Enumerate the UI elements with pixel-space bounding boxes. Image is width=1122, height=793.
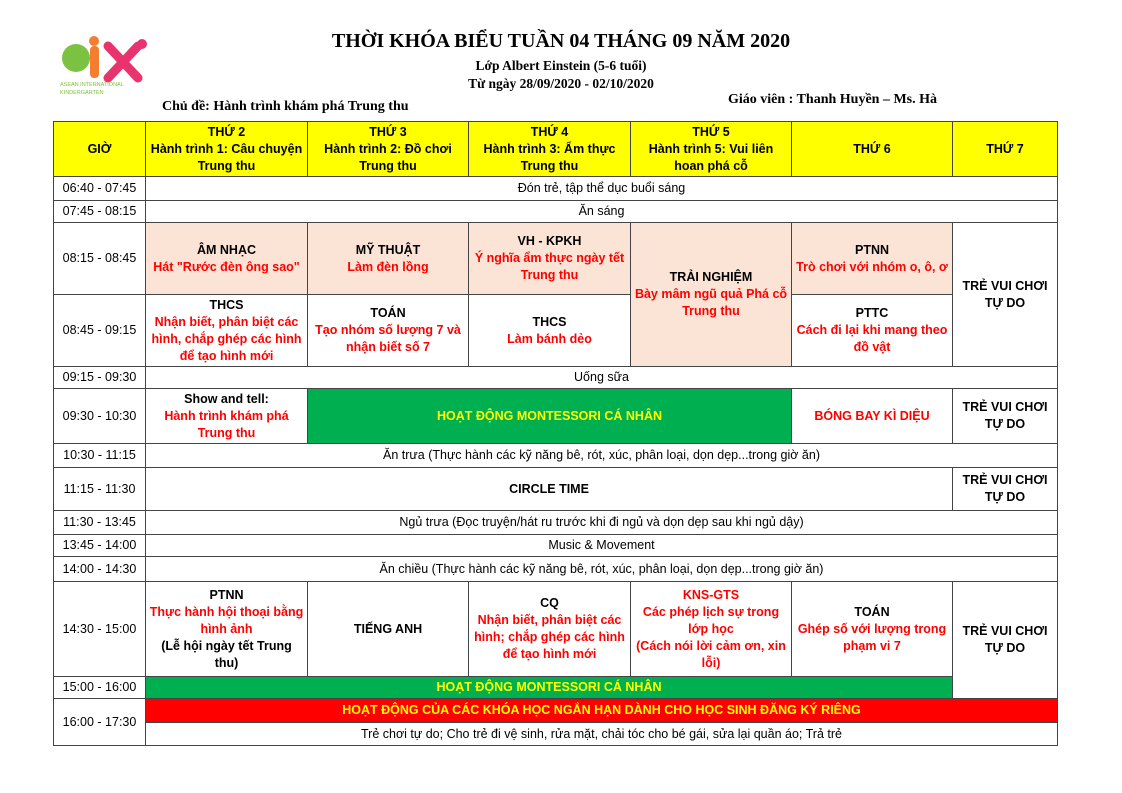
svg-text:KINDERGARTEN: KINDERGARTEN bbox=[60, 90, 104, 96]
row-circle bbox=[54, 468, 1058, 511]
wed-afternoon: CQ Nhận biết, phân biệt các hình; chắp ghép các hình để tạo hình mới bbox=[469, 582, 631, 677]
col-fri: THỨ 6 bbox=[792, 122, 953, 177]
wed-lesson-1: VH - KPKH Ý nghĩa ẩm thực ngày tết Trung thu bbox=[469, 223, 631, 295]
row-breakfast bbox=[54, 201, 1058, 223]
class-name: Lớp Albert Einstein (5-6 tuổi) bbox=[475, 58, 647, 73]
time-cell: 07:45 - 08:15 bbox=[54, 201, 146, 223]
topic: Chủ đề: Hành trình khám phá Trung thu bbox=[162, 99, 409, 114]
arrival-cell: Đón trẻ, tập thể dục buổi sáng bbox=[146, 177, 1058, 201]
time-cell: 16:00 - 17:30 bbox=[54, 699, 146, 746]
time-cell: 15:00 - 16:00 bbox=[54, 677, 146, 699]
time-cell: 14:30 - 15:00 bbox=[54, 582, 146, 677]
svg-text:ASEAN INTERNATIONAL: ASEAN INTERNATIONAL bbox=[60, 82, 124, 88]
montessori-cell-2: HOẠT ĐỘNG MONTESSORI CÁ NHÂN bbox=[146, 677, 953, 699]
time-cell: 08:45 - 09:15 bbox=[54, 295, 146, 367]
col-mon: THỨ 2 Hành trình 1: Câu chuyện Trung thu bbox=[146, 122, 308, 177]
time-cell: 06:40 - 07:45 bbox=[54, 177, 146, 201]
row-activity bbox=[54, 389, 1058, 444]
thu-afternoon: KNS-GTS Các phép lịch sự trong lớp học (Cách nói lời cảm ơn, xin lỗi) bbox=[631, 582, 792, 677]
col-thu: THỨ 5 Hành trình 5: Vui liên hoan phá cỗ bbox=[631, 122, 792, 177]
montessori-cell-1: HOẠT ĐỘNG MONTESSORI CÁ NHÂN bbox=[308, 389, 792, 444]
mon-show-and-tell: Show and tell: Hành trình khám phá Trung thu bbox=[146, 389, 308, 444]
row-arrival bbox=[54, 177, 1058, 201]
mon-lesson-2: THCS Nhận biết, phân biệt các hình, chắp ghép các hình để tạo hình mới bbox=[146, 295, 308, 367]
circle-time-cell: CIRCLE TIME bbox=[146, 468, 953, 511]
music-cell: Music & Movement bbox=[146, 535, 1058, 557]
col-tue: THỨ 3 Hành trình 2: Đồ chơi Trung thu bbox=[308, 122, 469, 177]
col-time: GIỜ bbox=[54, 122, 146, 177]
row-montessori bbox=[54, 677, 1058, 699]
wed-lesson-2: THCS Làm bánh dẻo bbox=[469, 295, 631, 367]
sat-free-4: TRẺ VUI CHƠI TỰ DO bbox=[953, 582, 1058, 699]
snack-cell: Ăn chiều (Thực hành các kỹ năng bê, rót, xúc, phân loại, dọn dẹp...trong giờ ăn) bbox=[146, 557, 1058, 582]
time-cell: 09:15 - 09:30 bbox=[54, 367, 146, 389]
tue-lesson-1: MỸ THUẬT Làm đèn lồng bbox=[308, 223, 469, 295]
row-lesson-1 bbox=[54, 223, 1058, 295]
time-cell: 14:00 - 14:30 bbox=[54, 557, 146, 582]
col-wed: THỨ 4 Hành trình 3: Ẩm thực Trung thu bbox=[469, 122, 631, 177]
time-cell: 11:30 - 13:45 bbox=[54, 511, 146, 535]
row-music bbox=[54, 535, 1058, 557]
row-milk bbox=[54, 367, 1058, 389]
row-lesson-2 bbox=[54, 295, 1058, 367]
fri-lesson-1: PTNN Trò chơi với nhóm o, ô, ơ bbox=[792, 223, 953, 295]
page-title: THỜI KHÓA BIỂU TUẦN 04 THÁNG 09 NĂM 2020 bbox=[331, 30, 791, 52]
fri-lesson-2: PTTC Cách đi lại khi mang theo đồ vật bbox=[792, 295, 953, 367]
teacher: Giáo viên : Thanh Huyền – Ms. Hà bbox=[728, 92, 938, 107]
breakfast-cell: Ăn sáng bbox=[146, 201, 1058, 223]
thu-lesson-1: TRẢI NGHIỆM Bày mâm ngũ quả Phá cỗ Trung thu bbox=[631, 223, 792, 367]
time-cell: 10:30 - 11:15 bbox=[54, 444, 146, 468]
row-nap bbox=[54, 511, 1058, 535]
row-snack bbox=[54, 557, 1058, 582]
row-pickup bbox=[54, 723, 1058, 746]
sat-free-2: TRẺ VUI CHƠI TỰ DO bbox=[953, 389, 1058, 444]
tue-lesson-2: TOÁN Tạo nhóm số lượng 7 và nhận biết số 7 bbox=[308, 295, 469, 367]
timetable bbox=[53, 121, 1058, 746]
time-cell: 09:30 - 10:30 bbox=[54, 389, 146, 444]
milk-cell: Uống sữa bbox=[146, 367, 1058, 389]
time-cell: 08:15 - 08:45 bbox=[54, 223, 146, 295]
col-sat: THỨ 7 bbox=[953, 122, 1058, 177]
header-row bbox=[54, 122, 1058, 177]
fri-activity: BÓNG BAY KÌ DIỆU bbox=[792, 389, 953, 444]
mon-lesson-1: ÂM NHẠC Hát "Rước đèn ông sao" bbox=[146, 223, 308, 295]
time-cell: 13:45 - 14:00 bbox=[54, 535, 146, 557]
sat-free-3: TRẺ VUI CHƠI TỰ DO bbox=[953, 468, 1058, 511]
row-short-courses bbox=[54, 699, 1058, 723]
fri-afternoon: TOÁN Ghép số với lượng trong phạm vi 7 bbox=[792, 582, 953, 677]
sat-free-1: TRẺ VUI CHƠI TỰ DO bbox=[953, 223, 1058, 367]
short-courses-cell: HOẠT ĐỘNG CỦA CÁC KHÓA HỌC NGẮN HẠN DÀNH CHO HỌC SINH ĐĂNG KÝ RIÊNG bbox=[146, 699, 1058, 723]
tue-afternoon: TIẾNG ANH bbox=[308, 582, 469, 677]
mon-afternoon: PTNN Thực hành hội thoại bằng hình ảnh (Lễ hội ngày tết Trung thu) bbox=[146, 582, 308, 677]
time-cell: 11:15 - 11:30 bbox=[54, 468, 146, 511]
row-afternoon bbox=[54, 582, 1058, 677]
date-range: Từ ngày 28/09/2020 - 02/10/2020 bbox=[468, 76, 654, 91]
nap-cell: Ngủ trưa (Đọc truyện/hát ru trước khi đi ngủ và dọn dẹp sau khi ngủ dậy) bbox=[146, 511, 1058, 535]
pickup-cell: Trẻ chơi tự do; Cho trẻ đi vệ sinh, rửa mặt, chải tóc cho bé gái, sửa lại quần áo; Trả trẻ bbox=[146, 723, 1058, 746]
lunch-cell: Ăn trưa (Thực hành các kỹ năng bê, rót, xúc, phân loại, dọn dẹp...trong giờ ăn) bbox=[146, 444, 1058, 468]
row-lunch bbox=[54, 444, 1058, 468]
